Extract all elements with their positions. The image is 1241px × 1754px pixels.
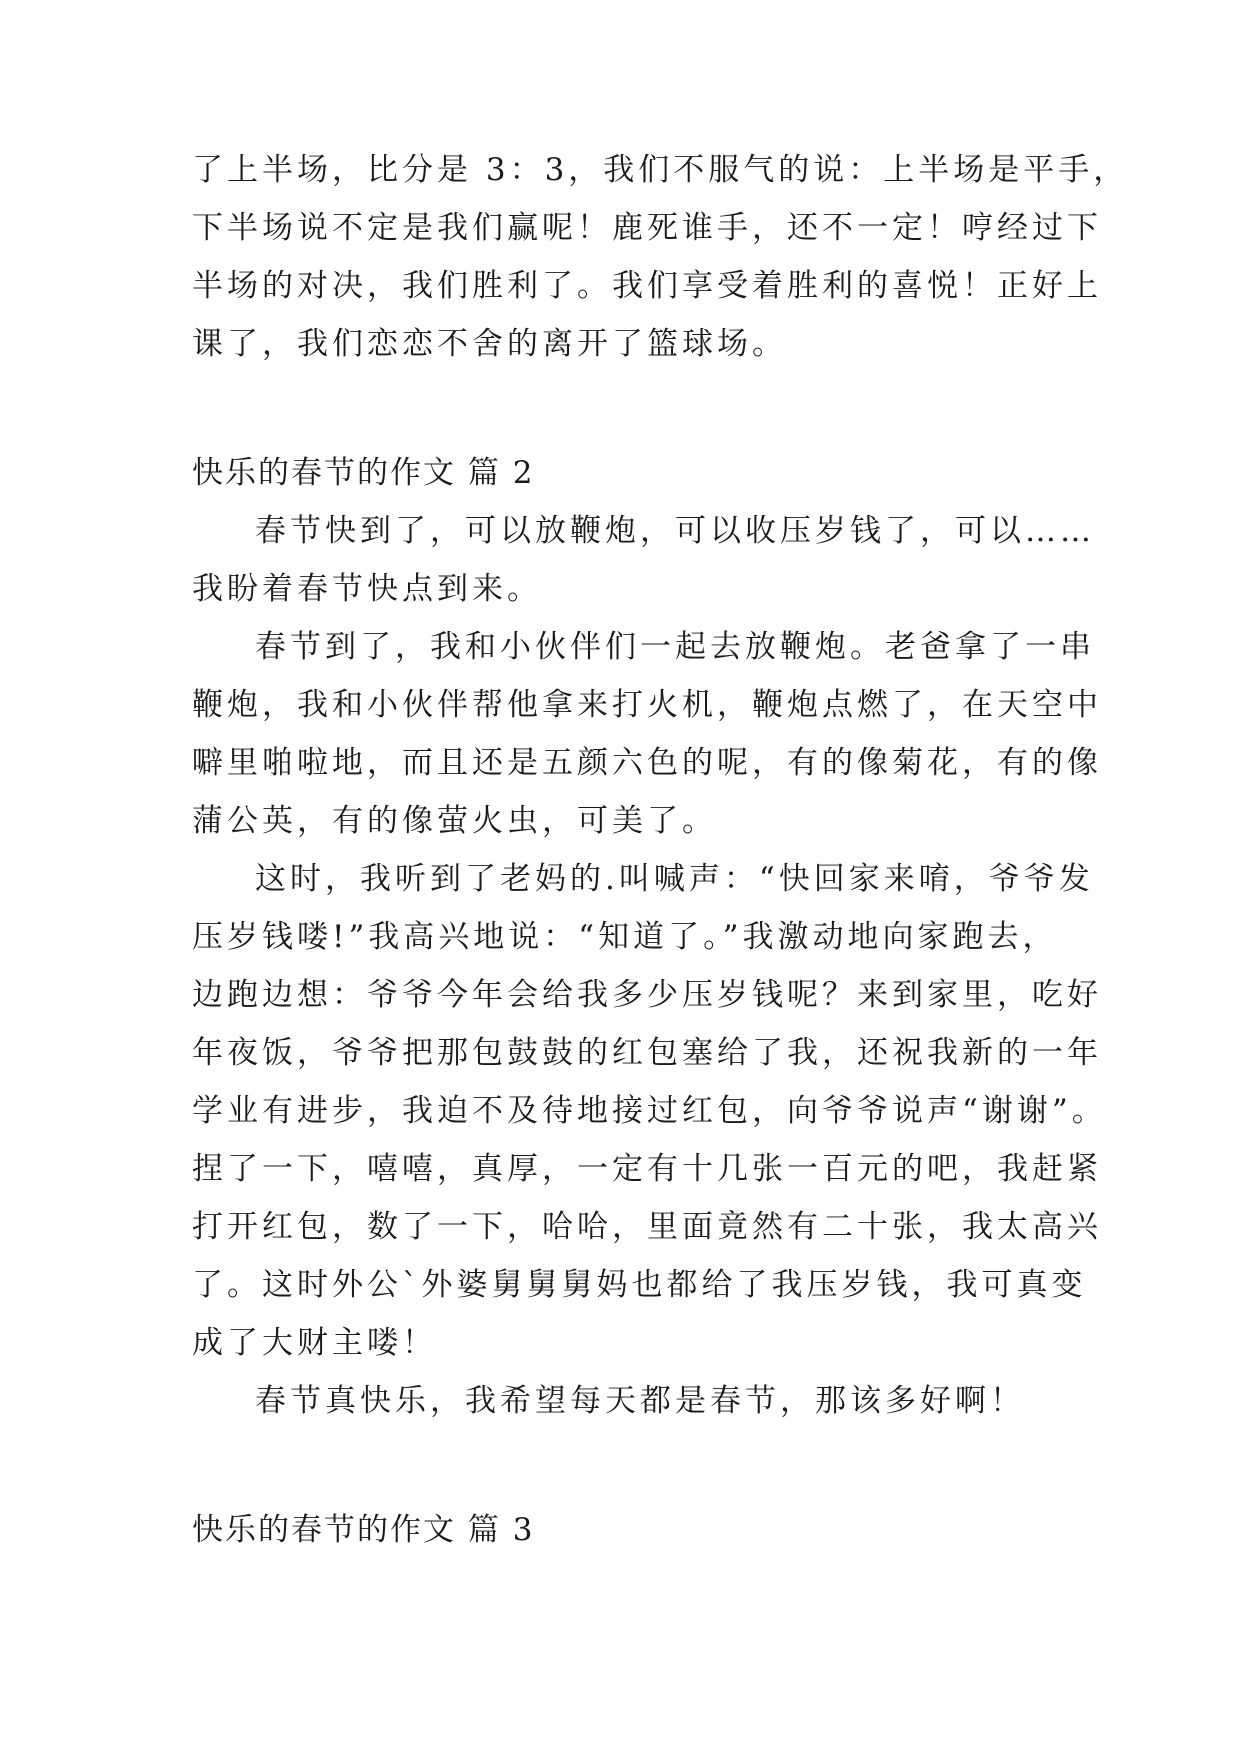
section-heading: 快乐的春节的作文 篇 3 — [192, 1512, 535, 1548]
text-line: 了。这时外公`外婆舅舅舅妈也都给了我压岁钱，我可真变 — [192, 1267, 1087, 1303]
text-line: 我盼着春节快点到来。 — [192, 571, 542, 607]
paragraph-first-line: 春节到了，我和小伙伴们一起去放鞭炮。老爸拿了一串 — [255, 629, 1095, 665]
text-line: 下半场说不定是我们赢呢！鹿死谁手，还不一定！哼经过下 — [192, 210, 1102, 246]
paragraph-first-line: 春节真快乐，我希望每天都是春节，那该多好啊！ — [255, 1383, 1025, 1419]
text-line: 压岁钱喽!”我高兴地说：“知道了。”我激动地向家跑去， — [192, 919, 1058, 955]
text-line: 蒲公英，有的像萤火虫，可美了。 — [192, 803, 717, 839]
text-line: 打开红包，数了一下，哈哈，里面竟然有二十张，我太高兴 — [192, 1209, 1102, 1245]
text-line: 捏了一下，嘻嘻，真厚，一定有十几张一百元的吧，我赶紧 — [192, 1151, 1102, 1187]
text-line: 成了大财主喽！ — [192, 1325, 437, 1361]
paragraph-first-line: 春节快到了，可以放鞭炮，可以收压岁钱了，可以…… — [255, 513, 1095, 549]
text-line: 边跑边想：爷爷今年会给我多少压岁钱呢？来到家里，吃好 — [192, 977, 1102, 1013]
text-line: 鞭炮，我和小伙伴帮他拿来打火机，鞭炮点燃了，在天空中 — [192, 687, 1102, 723]
text-line: 了上半场，比分是 3：3，我们不服气的说：上半场是平手， — [192, 152, 1129, 188]
text-line: 课了，我们恋恋不舍的离开了篮球场。 — [192, 326, 787, 362]
text-line: 学业有进步，我迫不及待地接过红包，向爷爷说声“谢谢”。 — [192, 1093, 1107, 1129]
section-heading: 快乐的春节的作文 篇 2 — [192, 455, 535, 491]
text-line: 噼里啪啦地，而且还是五颜六色的呢，有的像菊花，有的像 — [192, 745, 1102, 781]
text-line: 半场的对决，我们胜利了。我们享受着胜利的喜悦！正好上 — [192, 268, 1102, 304]
text-line: 年夜饭，爷爷把那包鼓鼓的红包塞给了我，还祝我新的一年 — [192, 1035, 1102, 1071]
paragraph-first-line: 这时，我听到了老妈的.叫喊声：“快回家来唷，爷爷发 — [255, 861, 1094, 897]
